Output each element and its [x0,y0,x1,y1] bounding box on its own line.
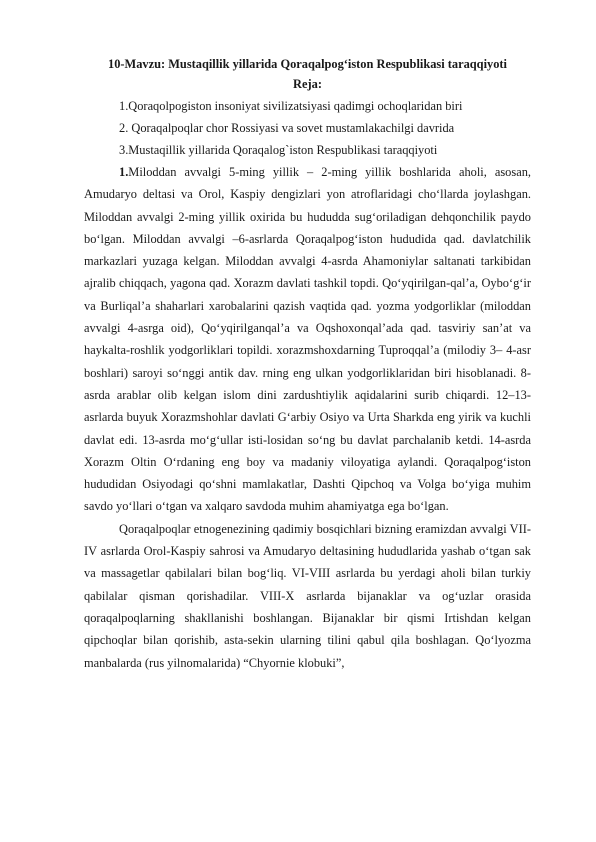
plan-item-1: 1.Qoraqolpogiston insoniyat sivilizatsiyasi qadimgi ochoqlaridan biri [119,99,463,113]
plan-heading: Reja: [293,77,322,91]
page-content [84,54,531,674]
paragraph-1-text: Miloddan avvalgi 5-ming yillik – 2-ming yillik boshlarida aholi, asosan, Amudaryo deltasi va Orol, Kaspiy dengizlari yon atroflaridagi cho‘llarda joylashgan. Miloddan avvalgi 2-ming yillik oxirida bu hududda sug‘oriladigan dehqonchilik paydo bo‘lgan. Miloddan avvalgi –6-asrlarda Qoraqalpog‘iston hududida qad. davlatchilik markazlari yuzaga kelgan. Miloddan avvalgi 4-asrda Ahamoniylar saltanati tarkibidan ajralib chiqqach, yagona qad. Xorazm davlati tashkil topdi. Qo‘yqirilgan-qal’a, Oybo‘g‘ir va Burliqal’a shaharlari xarobalarini qazish vaqtida qad. yozma yodgorliklar (miloddan avvalgi 4-asrga oid), Qo‘yqirilganqal’a va Oqshoxonqal’ada qad. tasviriy san’at va haykalta-roshlik yodgorliklari topildi. xorazmshoxdarning Tuproqqal’a (milodiy 3– 4-asr boshlari) saroyi so‘nggi antik dav. rning eng ulkan yodgorliklaridan biri hisoblanadi. 8-asrda arablar olib kelgan islom dini zardushtiylik aqidalarini surib chiqardi. 12–13-asrlarda buyuk Xorazmshohlar davlati G‘arbiy Osiyo va Urta Sharkda eng yirik va kuchli davlat edi. 13-asrda mo‘g‘ullar isti-losidan so‘ng bu davlat parchalanib ketdi. 14-asrda Xorazm Oltin O‘rdaning eng boy va madaniy viloyatiga aylandi. Qoraqalpog‘iston hududidan Osiyodagi qo‘shni mamlakatlar, Dashti Qipchoq va Volga bo‘yiga muhim savdo yo‘llari o‘tgan va xalqaro savdoda muhim ahamiyatga ega bo‘lgan. [84,165,531,514]
paragraph-1 [84,161,531,518]
paragraph-2: Qoraqalpoqlar etnogenezining qadimiy bosqichlari bizning eramizdan avvalgi VII-IV asrlarda Orol-Kaspiy sahrosi va Amudaryo deltasining hududlarida yashab o‘tgan sak va massagetlar qabilalari bilan bog‘liq. VI-VIII asrlarda bu yerdagi aholi bilan turkiy qabilalar qisman qorishadilar. VIII-X asrlarda bijanaklar va og‘uzlar orasida qoraqalpoqlarning shakllanishi boshlangan. Bijanaklar bir qismi Irtishdan kelgan qipchoqlar bilan qorishib, asta-sekin ularning tilini qabul qila boshlagan. Qo‘lyozma manbalarda (rus yilnomalarida) “Chyornie klobuki”, [84,521,531,670]
plan-item-2: 2. Qoraqalpoqlar chor Rossiyasi va sovet mustamlakachilgi davrida [119,121,455,135]
document-title: 10-Mavzu: Mustaqillik yillarida Qoraqalpog‘iston Respublikasi taraqqiyoti [108,57,507,71]
plan-item-3: 3.Mustaqillik yillarida Qoraqalog`iston Respublikasi taraqqiyoti [119,143,438,157]
paragraph-1-number: 1. [119,165,129,179]
